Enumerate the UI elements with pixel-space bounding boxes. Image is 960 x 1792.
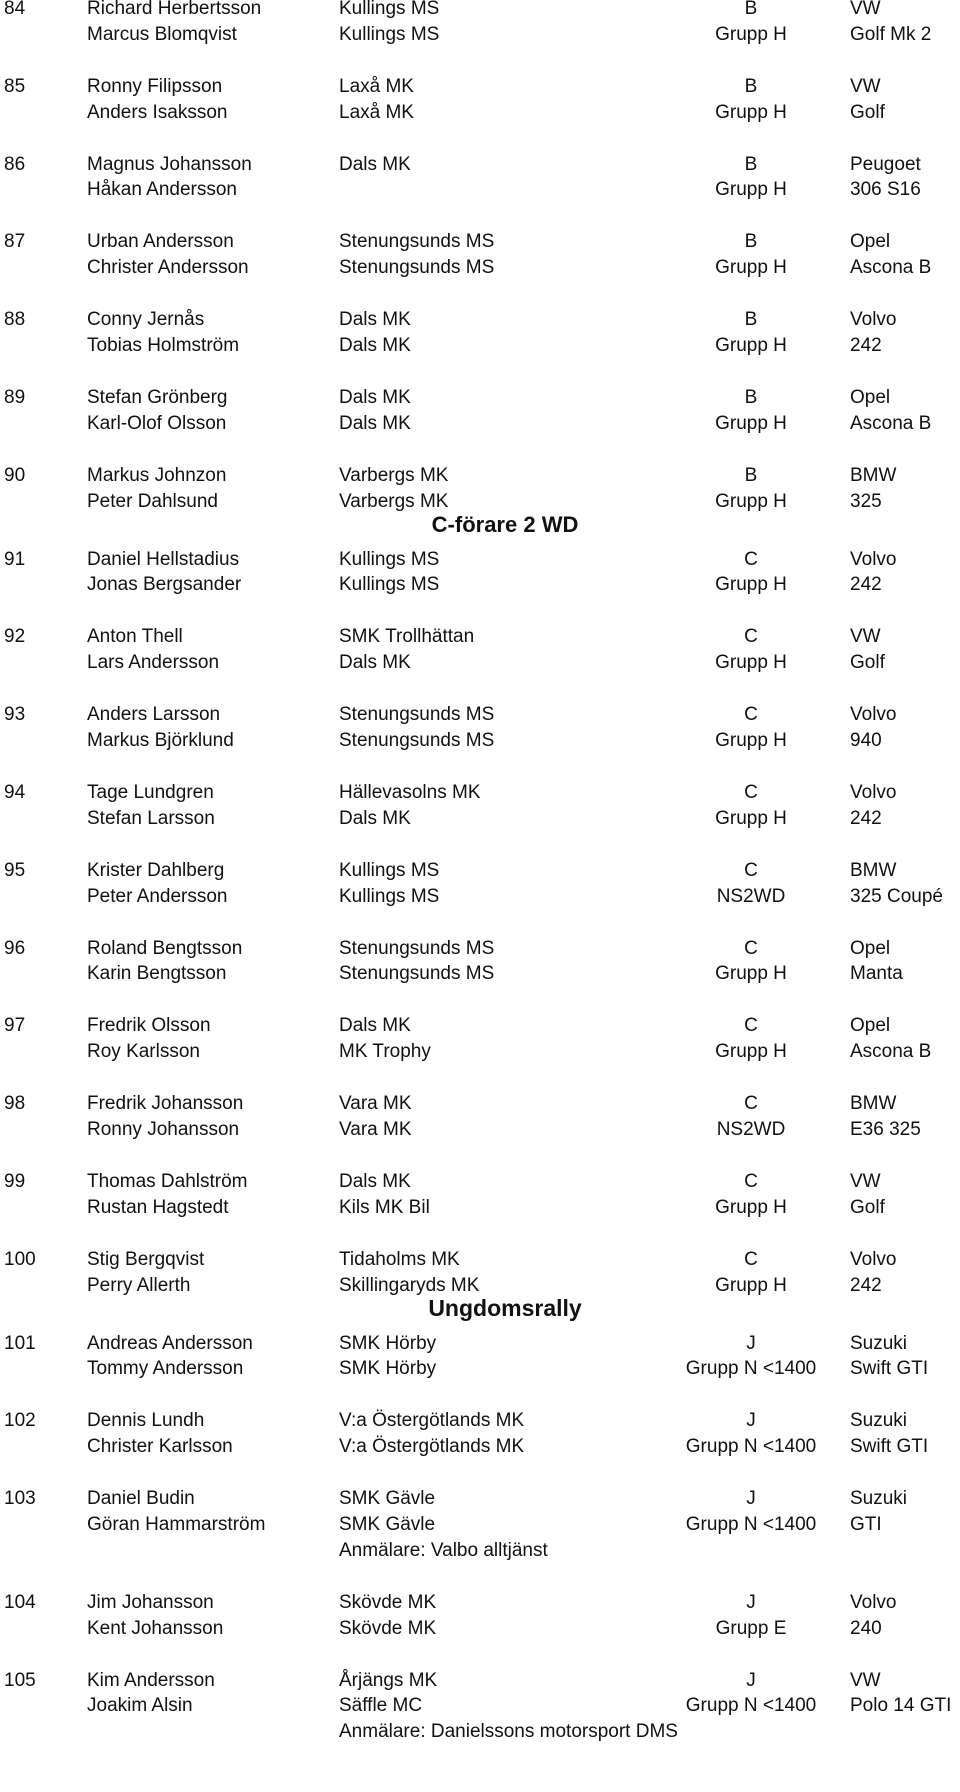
class: Grupp H <box>715 730 787 751</box>
crew-name: Anders Isaksson <box>87 101 228 123</box>
club: Dals MK <box>339 335 411 356</box>
class: J <box>746 1332 756 1354</box>
class: C <box>744 1248 758 1270</box>
car: Volvo <box>850 309 897 331</box>
crew-name: Tage Lundgren <box>87 782 214 803</box>
club: Hällevasolns MK <box>339 782 481 803</box>
crew-name: Jonas Bergsander <box>87 574 242 596</box>
entry-line <box>0 1512 960 1538</box>
start-number: 95 <box>4 859 26 881</box>
car: Suzuki <box>850 1488 908 1510</box>
car: GTI <box>850 1514 882 1535</box>
crew-name: Joakim Alsin <box>87 1695 193 1717</box>
car: VW <box>850 0 881 19</box>
class: Grupp H <box>715 257 787 279</box>
crew-name: Stefan Grönberg <box>87 387 228 408</box>
entry-line <box>0 411 960 437</box>
crew-name: Tommy Andersson <box>87 1358 244 1380</box>
start-number: 91 <box>4 548 26 570</box>
class: J <box>746 1410 756 1432</box>
start-number: 102 <box>4 1410 36 1432</box>
car: Suzuki <box>850 1332 908 1354</box>
car: 240 <box>850 1617 882 1639</box>
class: Grupp N <1400 <box>685 1436 817 1458</box>
crew-name: Markus Johnzon <box>87 464 227 486</box>
club: Stenungsunds MS <box>339 231 495 253</box>
start-number: 100 <box>4 1248 36 1270</box>
club: Vara MK <box>339 1093 412 1115</box>
entry-line <box>0 1331 960 1357</box>
crew-name: Rustan Hagstedt <box>87 1196 229 1218</box>
entry-line <box>0 1693 960 1719</box>
crew-name: Peter Andersson <box>87 885 228 907</box>
class: C <box>744 1093 758 1115</box>
entry-line <box>0 1408 960 1434</box>
entry-line <box>0 961 960 987</box>
club: Dals MK <box>339 807 411 829</box>
class: Grupp H <box>715 490 787 512</box>
car: 325 Coupé <box>850 885 943 907</box>
car: BMW <box>850 859 897 881</box>
class: Grupp H <box>715 574 787 596</box>
club: Tidaholms MK <box>339 1248 460 1270</box>
crew-name: Magnus Johansson <box>87 153 252 175</box>
crew-name: Tobias Holmström <box>87 335 240 356</box>
entry-line <box>0 1616 960 1642</box>
crew-name: Christer Andersson <box>87 257 249 279</box>
car: Golf <box>850 1196 885 1218</box>
start-number: 87 <box>4 231 26 253</box>
car: Swift GTI <box>850 1436 929 1458</box>
entry-line <box>0 74 960 100</box>
start-number: 86 <box>4 153 26 175</box>
club: Kils MK Bil <box>339 1196 430 1218</box>
car: Golf <box>850 652 885 674</box>
class: Grupp H <box>715 101 787 123</box>
club: Skövde MK <box>339 1591 437 1613</box>
entry-line <box>0 177 960 203</box>
crew-name: Jim Johansson <box>87 1591 214 1613</box>
class: Grupp H <box>715 1274 787 1296</box>
start-number: 97 <box>4 1015 26 1037</box>
crew-name: Ronny Filipsson <box>87 75 223 97</box>
car: Volvo <box>850 548 897 570</box>
class: C <box>744 626 758 648</box>
car: BMW <box>850 464 897 486</box>
entry-line <box>0 333 960 359</box>
club: SMK Hörby <box>339 1332 437 1354</box>
entry-line <box>0 1434 960 1460</box>
class: Grupp H <box>715 1041 787 1063</box>
club: Dals MK <box>339 1171 411 1192</box>
class: J <box>746 1669 756 1691</box>
entry-line <box>0 1247 960 1273</box>
entrant-note-text: Anmälare: Valbo alltjänst <box>339 1539 548 1561</box>
class: Grupp H <box>715 179 787 201</box>
class: B <box>744 464 758 486</box>
car: Opel <box>850 387 891 408</box>
class: B <box>744 231 758 253</box>
crew-name: Lars Andersson <box>87 652 220 674</box>
crew-name: Kent Johansson <box>87 1617 224 1639</box>
entry-line <box>0 547 960 573</box>
start-number: 101 <box>4 1332 36 1354</box>
car: VW <box>850 75 881 97</box>
start-number: 85 <box>4 75 26 97</box>
car: Golf Mk 2 <box>850 23 932 45</box>
car: VW <box>850 626 881 648</box>
class: Grupp H <box>715 335 787 356</box>
entry-line <box>0 572 960 598</box>
entry-line <box>0 884 960 910</box>
club: Varbergs MK <box>339 464 449 486</box>
class: B <box>744 309 758 331</box>
section-heading-ungdomsrally: Ungdomsrally <box>428 1294 582 1321</box>
crew-name: Roland Bengtsson <box>87 937 243 959</box>
car: Polo 14 GTI <box>850 1695 952 1717</box>
entry-line <box>0 806 960 832</box>
entry-line <box>0 1169 960 1195</box>
crew-name: Conny Jernås <box>87 309 205 331</box>
entry-line <box>0 858 960 884</box>
car: 940 <box>850 730 882 751</box>
entry-line <box>0 1668 960 1694</box>
class: NS2WD <box>716 885 786 907</box>
car: E36 325 <box>850 1119 921 1140</box>
class: Grupp E <box>715 1617 787 1639</box>
car: BMW <box>850 1093 897 1115</box>
car: Golf <box>850 101 885 123</box>
entry-line <box>0 780 960 806</box>
car: Ascona B <box>850 1041 932 1063</box>
crew-name: Peter Dahlsund <box>87 490 218 512</box>
crew-name: Anton Thell <box>87 626 183 648</box>
car: Opel <box>850 937 891 959</box>
car: Ascona B <box>850 257 932 279</box>
start-number: 94 <box>4 782 26 803</box>
class: Grupp H <box>715 1196 787 1218</box>
crew-name: Dennis Lundh <box>87 1410 205 1432</box>
club: MK Trophy <box>339 1041 431 1063</box>
entry-line <box>0 1590 960 1616</box>
club: Kullings MS <box>339 0 440 19</box>
class: J <box>746 1488 756 1510</box>
class: Grupp H <box>715 652 787 674</box>
class: C <box>744 937 758 959</box>
crew-name: Fredrik Olsson <box>87 1015 211 1037</box>
crew-name: Ronny Johansson <box>87 1119 240 1140</box>
car: VW <box>850 1171 881 1192</box>
car: Ascona B <box>850 412 932 434</box>
club: Dals MK <box>339 652 411 674</box>
club: V:a Östergötlands MK <box>339 1410 525 1432</box>
class: Grupp H <box>715 963 787 985</box>
crew-name: Daniel Budin <box>87 1488 195 1510</box>
club: SMK Hörby <box>339 1358 437 1380</box>
club: Stenungsunds MS <box>339 963 495 985</box>
entry-line <box>0 1195 960 1221</box>
crew-name: Håkan Andersson <box>87 179 237 201</box>
crew-name: Markus Björklund <box>87 730 234 751</box>
class: C <box>744 1171 758 1192</box>
club: SMK Trollhättan <box>339 626 475 648</box>
car: VW <box>850 1669 881 1691</box>
crew-name: Daniel Hellstadius <box>87 548 240 570</box>
class: NS2WD <box>716 1119 786 1140</box>
start-number: 96 <box>4 937 26 959</box>
start-number: 104 <box>4 1591 36 1613</box>
car: Opel <box>850 1015 891 1037</box>
crew-name: Krister Dahlberg <box>87 859 225 881</box>
club: Dals MK <box>339 412 411 434</box>
entry-line <box>0 152 960 178</box>
start-number: 105 <box>4 1669 36 1691</box>
car: Opel <box>850 231 891 253</box>
entry-line <box>0 1091 960 1117</box>
club: Varbergs MK <box>339 490 449 512</box>
club: Stenungsunds MS <box>339 937 495 959</box>
crew-name: Andreas Andersson <box>87 1332 253 1354</box>
crew-name: Karin Bengtsson <box>87 963 227 985</box>
entry-line <box>0 255 960 281</box>
crew-name: Anders Larsson <box>87 704 221 726</box>
club: Skillingaryds MK <box>339 1274 480 1296</box>
car: Manta <box>850 963 903 985</box>
entrant-note <box>0 1719 960 1745</box>
crew-name: Stig Bergqvist <box>87 1248 205 1270</box>
car: Volvo <box>850 1591 897 1613</box>
crew-name: Marcus Blomqvist <box>87 23 237 45</box>
entry-line <box>0 936 960 962</box>
entrant-note <box>0 1538 960 1564</box>
car: Swift GTI <box>850 1358 929 1380</box>
entry-line <box>0 1356 960 1382</box>
crew-name: Richard Herbertsson <box>87 0 262 19</box>
club: Vara MK <box>339 1119 412 1140</box>
entry-line <box>0 728 960 754</box>
entry-line <box>0 385 960 411</box>
entrant-note-text: Anmälare: Danielssons motorsport DMS <box>339 1721 678 1743</box>
entry-line <box>0 702 960 728</box>
class: Grupp H <box>715 807 787 829</box>
crew-name: Thomas Dahlström <box>87 1171 248 1192</box>
club: Skövde MK <box>339 1617 437 1639</box>
start-number: 88 <box>4 309 26 331</box>
car: 325 <box>850 490 882 512</box>
club: Kullings MS <box>339 23 440 45</box>
entry-line <box>0 100 960 126</box>
class: J <box>746 1591 756 1613</box>
start-number: 84 <box>4 0 26 19</box>
car: 306 S16 <box>850 179 921 201</box>
start-number: 99 <box>4 1171 26 1192</box>
club: Dals MK <box>339 1015 411 1037</box>
entry-line <box>0 1117 960 1143</box>
entry-line <box>0 1013 960 1039</box>
club: Dals MK <box>339 387 411 408</box>
class: C <box>744 704 758 726</box>
entry-line <box>0 307 960 333</box>
class: Grupp H <box>715 23 787 45</box>
crew-name: Urban Andersson <box>87 231 234 253</box>
entry-line <box>0 1039 960 1065</box>
club: SMK Gävle <box>339 1488 436 1510</box>
section-heading-c-forare: C-förare 2 WD <box>431 511 579 537</box>
class: B <box>744 75 758 97</box>
car: Volvo <box>850 704 897 726</box>
car: Suzuki <box>850 1410 908 1432</box>
crew-name: Fredrik Johansson <box>87 1093 244 1115</box>
start-number: 93 <box>4 704 26 726</box>
start-number: 103 <box>4 1488 36 1510</box>
class: C <box>744 859 758 881</box>
car: 242 <box>850 335 882 356</box>
class: B <box>744 387 758 408</box>
club: Kullings MS <box>339 574 440 596</box>
start-number: 92 <box>4 626 26 648</box>
club: V:a Östergötlands MK <box>339 1436 525 1458</box>
start-number: 90 <box>4 464 26 486</box>
club: Dals MK <box>339 153 411 175</box>
club: Säffle MC <box>339 1695 423 1717</box>
entry-line <box>0 624 960 650</box>
crew-name: Stefan Larsson <box>87 807 215 829</box>
start-number: 98 <box>4 1093 26 1115</box>
crew-name: Kim Andersson <box>87 1669 215 1691</box>
class: Grupp N <1400 <box>685 1358 817 1380</box>
car: 242 <box>850 1274 882 1296</box>
entry-line <box>0 650 960 676</box>
club: Stenungsunds MS <box>339 257 495 279</box>
club: Kullings MS <box>339 859 440 881</box>
club: SMK Gävle <box>339 1514 436 1535</box>
entry-line <box>0 1486 960 1512</box>
class: C <box>744 548 758 570</box>
club: Stenungsunds MS <box>339 704 495 726</box>
club: Årjängs MK <box>339 1669 438 1691</box>
club: Dals MK <box>339 309 411 331</box>
entry-line <box>0 229 960 255</box>
class: B <box>744 153 758 175</box>
class: Grupp N <1400 <box>685 1514 817 1535</box>
club: Kullings MS <box>339 885 440 907</box>
car: Volvo <box>850 782 897 803</box>
crew-name: Karl-Olof Olsson <box>87 412 227 434</box>
entry-line <box>0 22 960 48</box>
entry-line <box>0 0 960 22</box>
club: Stenungsunds MS <box>339 730 495 751</box>
start-number: 89 <box>4 387 26 408</box>
class: Grupp H <box>715 412 787 434</box>
crew-name: Perry Allerth <box>87 1274 191 1296</box>
car: 242 <box>850 807 882 829</box>
class: B <box>744 0 758 19</box>
car: Peugoet <box>850 153 921 175</box>
car: 242 <box>850 574 882 596</box>
class: C <box>744 782 758 803</box>
car: Volvo <box>850 1248 897 1270</box>
crew-name: Christer Karlsson <box>87 1436 233 1458</box>
crew-name: Roy Karlsson <box>87 1041 200 1063</box>
club: Laxå MK <box>339 75 414 97</box>
crew-name: Göran Hammarström <box>87 1514 266 1535</box>
class: Grupp N <1400 <box>685 1695 817 1717</box>
club: Laxå MK <box>339 101 414 123</box>
class: C <box>744 1015 758 1037</box>
club: Kullings MS <box>339 548 440 570</box>
entry-line <box>0 463 960 489</box>
